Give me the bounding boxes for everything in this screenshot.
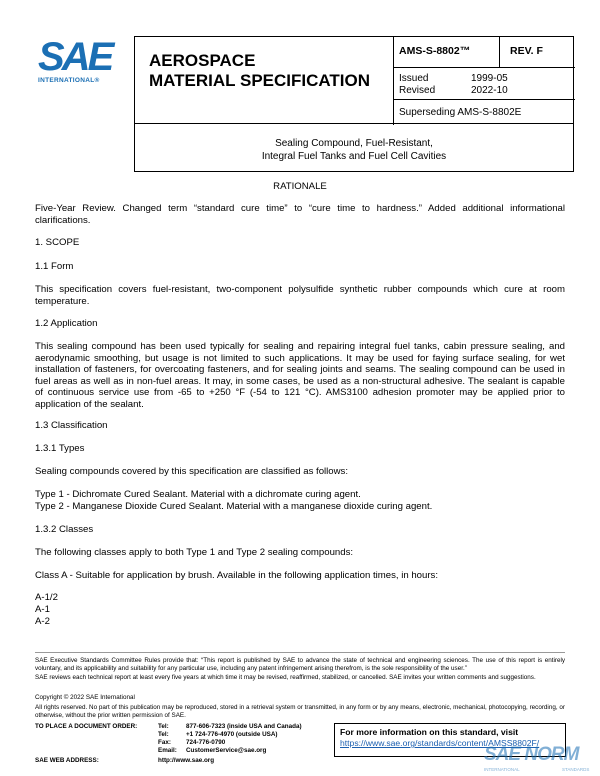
form-text: This specification covers fuel-resistant, two-component polysulfide synthetic rubber compounds which cure at room temperature.	[35, 284, 565, 307]
classification-heading: 1.3 Classification	[35, 420, 108, 431]
type-2: Type 2 - Manganese Dioxide Cured Sealant. Material with a manganese dioxide curing agent.	[35, 501, 433, 512]
email-value[interactable]: CustomerService@sae.org	[186, 747, 267, 754]
application-text: This sealing compound has been used typically for sealing and repairing integral fuel tanks, cabin pressure sealing, and aerodynamic smoothing, but usage is not limited to such applications. It may be used for faying surface sealing, for wet installation of fasteners, for overcoating fasteners, and for sealing joints and seams. The sealing compound can be used in fuel areas as well as in non-fuel areas. It may, in some cases, be used as a non-structural adhesive. The sealant is capable of continuous service use from -65 to +250 °F (-54 to 121 °C). AMS3100 adhesion promoter may be applied prior to application of the sealant.	[35, 341, 565, 410]
watermark-sub-2: STANDARDS	[562, 767, 590, 772]
tel-label: Tel:	[158, 723, 169, 730]
title-line-1: AEROSPACE	[149, 51, 256, 70]
scope-heading: 1. SCOPE	[35, 237, 80, 248]
application-heading: 1.2 Application	[35, 318, 98, 329]
footer-divider	[35, 652, 565, 653]
more-info-link[interactable]: https://www.sae.org/standards/content/AMSS8802F/	[340, 738, 540, 748]
classes-heading: 1.3.2 Classes	[35, 524, 94, 535]
tel-value: 877-606-7323 (inside USA and Canada)	[186, 723, 302, 730]
order-label: TO PLACE A DOCUMENT ORDER:	[35, 723, 138, 730]
issued-date: 1999-05	[471, 73, 508, 84]
web-value[interactable]: http://www.sae.org	[158, 757, 215, 764]
logo-subtext: INTERNATIONAL®	[38, 77, 100, 84]
issued-label: Issued	[399, 73, 429, 84]
revised-label: Revised	[399, 85, 436, 96]
watermark	[482, 742, 600, 776]
logo-text: SAE	[38, 35, 112, 79]
class-a-item: A-2	[35, 616, 50, 627]
classes-intro: The following classes apply to both Type 1 and Type 2 sealing compounds:	[35, 547, 354, 558]
fax-value: 724-776-0790	[186, 739, 226, 746]
watermark-text: SAE NORM	[484, 744, 579, 765]
title-line-2: MATERIAL SPECIFICATION	[149, 71, 370, 90]
tel2-label: Tel:	[158, 731, 169, 738]
subtitle-line-2: Integral Fuel Tanks and Fuel Cell Cavities	[261, 151, 447, 162]
web-label: SAE WEB ADDRESS:	[35, 757, 99, 764]
types-intro: Sealing compounds covered by this specification are classified as follows:	[35, 466, 349, 477]
class-a: Class A - Suitable for application by brush. Available in the following application times, in hours:	[35, 570, 438, 581]
document-number: AMS-S-8802™	[399, 45, 471, 57]
rationale-text: Five-Year Review. Changed term “standard cure time” to “cure time to hardness.” Added additional informational clarifications.	[35, 203, 565, 226]
revised-date: 2022-10	[471, 85, 508, 96]
revision-label: REV. F	[510, 45, 543, 57]
document-title	[149, 51, 389, 91]
superseding-note: Superseding AMS-S-8802E	[399, 107, 522, 118]
document-subtitle	[134, 124, 574, 172]
sae-logo	[38, 35, 118, 84]
footer-rights: All rights reserved. No part of this publication may be reproduced, stored in a retrieval system or transmitted, in any form or by any means, electronic, mechanical, photocopying, recording, or otherwise, without the prior written permission of SAE.	[35, 704, 565, 719]
subtitle-line-1: Sealing Compound, Fuel-Resistant,	[275, 138, 433, 149]
types-heading: 1.3.1 Types	[35, 443, 85, 454]
fax-label: Fax:	[158, 739, 171, 746]
header-box	[134, 36, 574, 124]
type-1: Type 1 - Dichromate Cured Sealant. Material with a dichromate curing agent.	[35, 489, 361, 500]
email-label: Email:	[158, 747, 177, 754]
class-a-item: A-1	[35, 604, 50, 615]
footer-rules: SAE Executive Standards Committee Rules provide that: “This report is published by SAE to advance the state of technical and engineering sciences. The use of this report is entirely voluntary, and its applicability and suitability for any particular use, including any patent infringement arising therefrom, is the sole responsibility of the user.”	[35, 657, 565, 672]
form-heading: 1.1 Form	[35, 261, 74, 272]
rationale-heading: RATIONALE	[273, 181, 327, 192]
more-info-text: For more information on this standard, visit	[340, 727, 519, 737]
tel2-value: +1 724-776-4970 (outside USA)	[186, 731, 278, 738]
footer-copyright: Copyright © 2022 SAE International	[35, 694, 135, 701]
class-a-item: A-1/2	[35, 592, 58, 603]
watermark-sub-1: INTERNATIONAL	[484, 767, 520, 772]
footer-review: SAE reviews each technical report at least every five years at which time it may be revised, reaffirmed, stabilized, or cancelled. SAE invites your written comments and suggestions.	[35, 674, 536, 681]
